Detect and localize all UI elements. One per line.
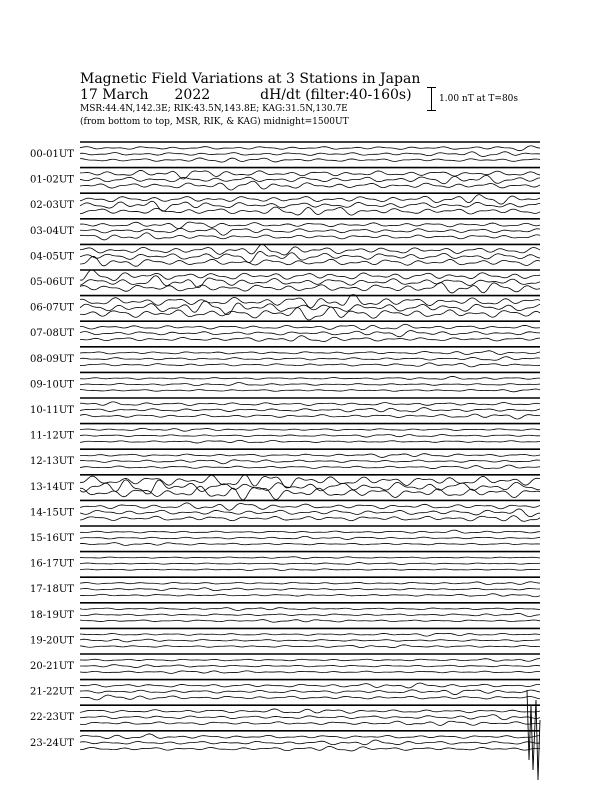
trace-rik: [80, 201, 540, 211]
trace-rik: [80, 690, 540, 695]
trace-kag: [80, 569, 540, 571]
trace-rik: [80, 536, 540, 539]
hour-label: 20-21UT: [30, 661, 74, 672]
trace-rik: [80, 740, 540, 745]
hour-label: 19-20UT: [30, 635, 74, 647]
quantity-label: dH/dt (filter:40-160s): [260, 87, 412, 103]
hour-label: 14-15UT: [30, 507, 74, 519]
trace-msr: [80, 402, 540, 406]
hour-label: 13-14UT: [30, 481, 74, 493]
trace-kag: [80, 440, 540, 443]
trace-kag: [80, 671, 540, 673]
trace-kag: [80, 620, 540, 623]
date-day-month: 17 March: [80, 87, 149, 103]
trace-spike: [527, 690, 540, 780]
hour-label: 18-19UT: [30, 609, 74, 621]
hour-label: 02-03UT: [30, 200, 74, 212]
trace-kag: [80, 746, 540, 751]
hour-label: 21-22UT: [30, 686, 74, 698]
trace-rik: [80, 480, 540, 494]
trace-msr: [80, 295, 540, 308]
hour-label: 08-09UT: [30, 353, 74, 365]
trace-msr: [80, 270, 540, 281]
chart-title: Magnetic Field Variations at 3 Stations in Japan: [80, 71, 421, 87]
trace-msr: [80, 244, 540, 255]
trace-msr: [80, 582, 540, 585]
trace-kag: [80, 721, 540, 725]
hour-label: 15-16UT: [30, 533, 74, 544]
hour-label: 23-24UT: [30, 737, 74, 749]
trace-rik: [80, 175, 540, 184]
hour-label: 11-12UT: [30, 430, 74, 442]
trace-rik: [80, 357, 540, 361]
station-coordinates: MSR:44.4N,142.3E; RIK:43.5N,143.8E; KAG:31.5N,130.7E: [80, 104, 348, 114]
hour-label: 09-10UT: [30, 379, 74, 391]
trace-msr: [80, 351, 540, 355]
trace-msr: [80, 376, 540, 379]
hour-label: 10-11UT: [30, 405, 74, 416]
trace-msr: [80, 170, 540, 179]
trace-rik: [80, 228, 540, 235]
hour-label: 22-23UT: [30, 712, 74, 724]
trace-msr: [80, 709, 540, 713]
trace-rik: [80, 251, 540, 262]
trace-kag: [80, 465, 540, 468]
trace-rik: [80, 152, 540, 157]
trace-kag: [80, 336, 540, 342]
trace-msr: [80, 222, 540, 229]
trace-msr: [80, 146, 540, 151]
scale-bar-label: 1.00 nT at T=80s: [439, 94, 519, 104]
hour-label: 07-08UT: [30, 328, 74, 340]
trace-msr: [80, 475, 540, 488]
trace-msr: [80, 530, 540, 533]
trace-kag: [80, 486, 540, 500]
trace-kag: [80, 594, 540, 597]
hour-label: 03-04UT: [30, 225, 74, 237]
trace-rik: [80, 639, 540, 642]
trace-rik: [80, 408, 540, 412]
trace-kag: [80, 645, 540, 648]
hour-label: 01-02UT: [30, 174, 74, 186]
trace-rik: [80, 665, 540, 668]
trace-rik: [80, 331, 540, 337]
trace-kag: [80, 283, 540, 294]
trace-kag: [80, 158, 540, 162]
trace-msr: [80, 633, 540, 636]
trace-msr: [80, 608, 540, 611]
trace-order-note: (from bottom to top, MSR, RIK, & KAG) midnight=1500UT: [80, 117, 349, 127]
trace-rik: [80, 276, 540, 288]
trace-rik: [80, 509, 540, 517]
trace-kag: [80, 307, 540, 320]
trace-kag: [80, 389, 540, 392]
hour-label: 04-05UT: [30, 251, 74, 263]
trace-msr: [80, 428, 540, 431]
hour-label: 17-18UT: [30, 584, 74, 596]
trace-kag: [80, 414, 540, 419]
hour-label: 12-13UT: [30, 456, 74, 468]
trace-rik: [80, 613, 540, 616]
hour-label: 16-17UT: [30, 558, 74, 570]
hour-label: 05-06UT: [30, 277, 74, 288]
trace-msr: [80, 557, 540, 559]
trace-kag: [80, 181, 540, 190]
trace-rik: [80, 434, 540, 437]
trace-rik: [80, 588, 540, 591]
trace-msr: [80, 659, 540, 662]
trace-msr: [80, 454, 540, 458]
trace-msr: [80, 324, 540, 329]
hour-label: 06-07UT: [30, 302, 74, 314]
trace-msr: [80, 683, 540, 688]
trace-msr: [80, 734, 540, 739]
trace-kag: [80, 256, 540, 266]
trace-kag: [80, 516, 540, 522]
trace-kag: [80, 207, 540, 215]
hour-label: 00-01UT: [30, 149, 74, 160]
trace-rik: [80, 715, 540, 720]
trace-msr: [80, 503, 540, 510]
date-year: 2022: [174, 87, 211, 103]
trace-kag: [80, 543, 540, 546]
trace-rik: [80, 460, 540, 464]
trace-kag: [80, 695, 540, 700]
trace-kag: [80, 363, 540, 367]
trace-rik: [80, 563, 540, 565]
trace-kag: [80, 233, 540, 240]
trace-rik: [80, 383, 540, 386]
